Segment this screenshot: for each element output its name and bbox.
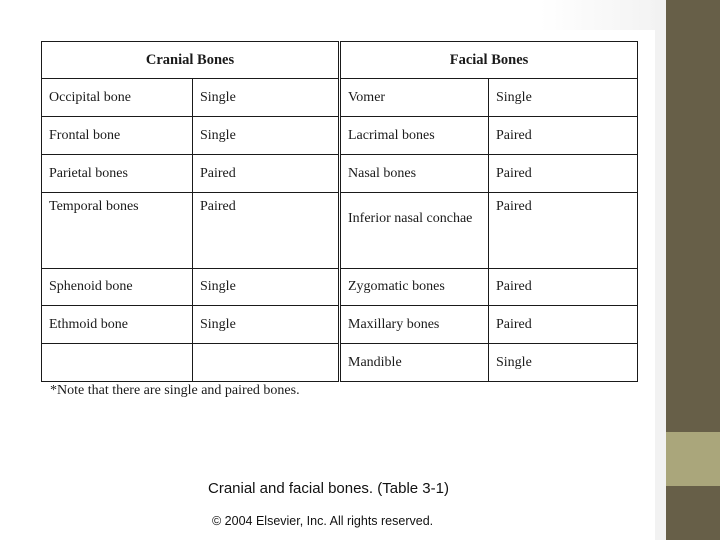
table-note: *Note that there are single and paired bones. [50, 383, 300, 398]
facial-bone-cell: Mandible [340, 344, 489, 382]
table-row [42, 193, 638, 269]
cranial-type-cell: Paired [193, 193, 340, 269]
facial-type-cell: Single [489, 79, 638, 117]
cranial-bone-cell: Temporal bones [42, 193, 193, 269]
facial-type-cell: Paired [489, 193, 638, 269]
cranial-bone-cell: Occipital bone [42, 79, 193, 117]
facial-bone-cell: Vomer [340, 79, 489, 117]
cranial-bone-cell: Sphenoid bone [42, 269, 193, 306]
sidebar-accent-block [666, 432, 720, 486]
cranial-type-cell: Single [193, 79, 340, 117]
facial-type-cell: Single [489, 344, 638, 382]
table-row [42, 155, 638, 193]
table-row [42, 306, 638, 344]
facial-bone-cell: Zygomatic bones [340, 269, 489, 306]
facial-type-cell: Paired [489, 117, 638, 155]
cranial-type-cell: Single [193, 269, 340, 306]
sidebar-gap [655, 0, 666, 540]
facial-type-cell: Paired [489, 306, 638, 344]
facial-type-cell: Paired [489, 155, 638, 193]
table-row [42, 79, 638, 117]
cranial-bone-cell: Parietal bones [42, 155, 193, 193]
facial-bone-cell: Nasal bones [340, 155, 489, 193]
table-row [42, 269, 638, 306]
cranial-type-cell: Paired [193, 155, 340, 193]
table-header-row [42, 42, 638, 79]
facial-bone-cell: Maxillary bones [340, 306, 489, 344]
cranial-bone-cell: Ethmoid bone [42, 306, 193, 344]
cranial-type-cell [193, 344, 340, 382]
top-right-fade [540, 0, 655, 30]
copyright-notice: © 2004 Elsevier, Inc. All rights reserved. [212, 514, 434, 528]
facial-header: Facial Bones [340, 42, 638, 79]
figure-caption: Cranial and facial bones. (Table 3-1) [208, 480, 449, 497]
cranial-type-cell: Single [193, 306, 340, 344]
cranial-bone-cell: Frontal bone [42, 117, 193, 155]
bones-table [41, 41, 638, 382]
facial-bone-cell: Lacrimal bones [340, 117, 489, 155]
cranial-bone-cell [42, 344, 193, 382]
table-row [42, 344, 638, 382]
facial-type-cell: Paired [489, 269, 638, 306]
table-row [42, 117, 638, 155]
cranial-type-cell: Single [193, 117, 340, 155]
facial-bone-cell: Inferior nasal conchae [340, 193, 489, 269]
cranial-header: Cranial Bones [42, 42, 340, 79]
